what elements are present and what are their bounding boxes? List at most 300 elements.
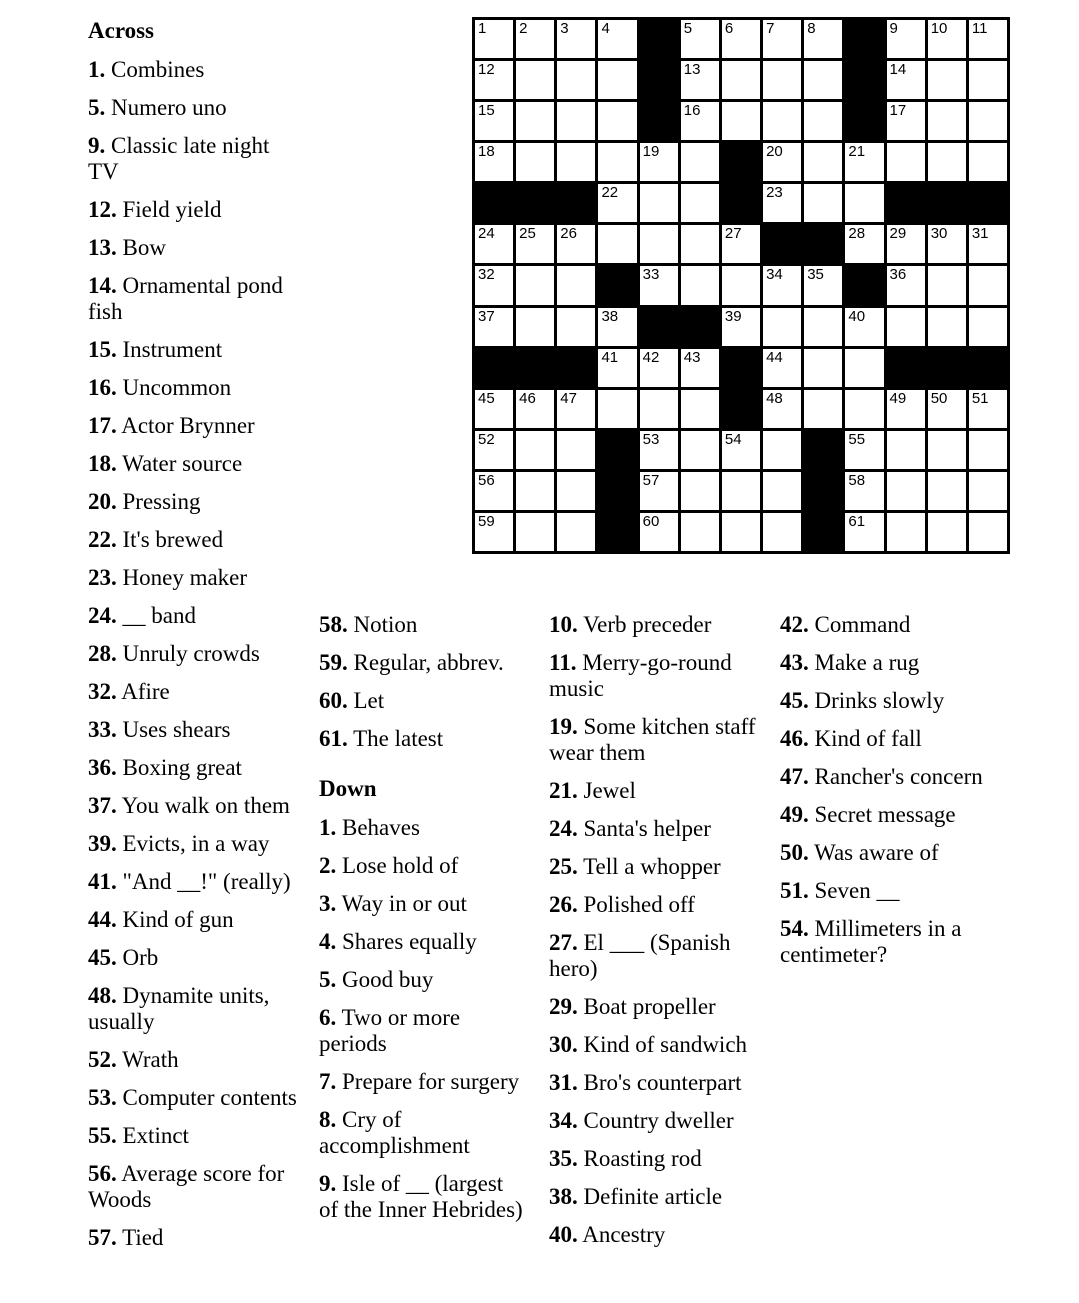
clue-text: Ancestry (582, 1222, 666, 1247)
clue-item (780, 878, 995, 904)
white-cell[interactable] (969, 61, 1007, 99)
black-cell (845, 102, 883, 140)
clue-number: 25. (549, 854, 578, 879)
white-cell[interactable] (516, 61, 554, 99)
white-cell[interactable] (763, 431, 801, 469)
cell-number: 2 (519, 20, 528, 37)
black-cell (804, 225, 842, 263)
white-cell[interactable] (681, 390, 719, 428)
white-cell[interactable] (516, 20, 554, 58)
white-cell[interactable] (887, 390, 925, 428)
white-cell[interactable] (475, 20, 513, 58)
white-cell[interactable] (887, 20, 925, 58)
black-cell (598, 266, 636, 304)
white-cell[interactable] (763, 390, 801, 428)
white-cell[interactable] (969, 102, 1007, 140)
white-cell[interactable] (969, 143, 1007, 181)
clue-text: Prepare for surgery (342, 1069, 520, 1094)
black-cell (969, 349, 1007, 387)
white-cell[interactable] (640, 184, 678, 222)
black-cell (557, 349, 595, 387)
clue-number: 37. (88, 793, 117, 818)
clue-number: 30. (549, 1032, 578, 1057)
clue-text: Secret message (814, 802, 956, 827)
across-heading: Across (88, 18, 155, 43)
white-cell[interactable] (969, 472, 1007, 510)
black-cell (887, 184, 925, 222)
white-cell[interactable] (763, 61, 801, 99)
white-cell[interactable] (928, 308, 966, 346)
clue-text: Kind of sandwich (583, 1032, 748, 1057)
clue-text: Way in or out (341, 891, 467, 916)
black-cell (598, 472, 636, 510)
white-cell[interactable] (516, 225, 554, 263)
clue-item (549, 1032, 769, 1058)
clue-item (549, 854, 769, 880)
clue-number: 1. (88, 57, 106, 82)
clue-text: Regular, abbrev. (353, 650, 504, 675)
white-cell[interactable] (722, 472, 760, 510)
white-cell[interactable] (928, 431, 966, 469)
clue-text: Was aware of (814, 840, 939, 865)
cell-number: 51 (971, 389, 989, 407)
clue-text: Water source (122, 451, 243, 476)
white-cell[interactable] (640, 390, 678, 428)
clue-number: 28. (88, 641, 117, 666)
clue-number: 32. (88, 679, 117, 704)
white-cell[interactable] (681, 472, 719, 510)
white-cell[interactable] (887, 61, 925, 99)
white-cell[interactable] (722, 308, 760, 346)
white-cell[interactable] (681, 61, 719, 99)
white-cell[interactable] (845, 431, 883, 469)
white-cell[interactable] (804, 390, 842, 428)
white-cell[interactable] (969, 20, 1007, 58)
white-cell[interactable] (763, 102, 801, 140)
white-cell[interactable] (475, 308, 513, 346)
white-cell[interactable] (845, 184, 883, 222)
clue-column-2 (319, 612, 527, 1235)
white-cell[interactable] (475, 472, 513, 510)
clue-text: Isle of __ (largest of the Inner Hebrides) (319, 1171, 523, 1222)
clue-item (88, 527, 303, 553)
black-cell (969, 184, 1007, 222)
clue-item (780, 916, 995, 968)
white-cell[interactable] (681, 20, 719, 58)
white-cell[interactable] (640, 266, 678, 304)
white-cell[interactable] (681, 431, 719, 469)
white-cell[interactable] (557, 61, 595, 99)
white-cell[interactable] (887, 472, 925, 510)
white-cell[interactable] (516, 472, 554, 510)
white-cell[interactable] (598, 61, 636, 99)
white-cell[interactable] (845, 390, 883, 428)
white-cell[interactable] (475, 513, 513, 551)
white-cell[interactable] (475, 61, 513, 99)
cell-number: 55 (848, 430, 866, 448)
clue-number: 10. (549, 612, 578, 637)
white-cell[interactable] (557, 225, 595, 263)
clue-item (88, 273, 303, 325)
white-cell[interactable] (681, 513, 719, 551)
black-cell (804, 431, 842, 469)
clue-item (780, 650, 995, 676)
cell-number: 54 (724, 430, 742, 448)
cell-number: 50 (930, 389, 948, 407)
white-cell[interactable] (804, 61, 842, 99)
white-cell[interactable] (763, 308, 801, 346)
white-cell[interactable] (804, 20, 842, 58)
clue-item (319, 1069, 527, 1095)
white-cell[interactable] (557, 472, 595, 510)
clue-item (88, 603, 303, 629)
clue-text: Command (814, 612, 911, 637)
white-cell[interactable] (475, 143, 513, 181)
clue-item (549, 714, 769, 766)
white-cell[interactable] (557, 143, 595, 181)
white-cell[interactable] (598, 308, 636, 346)
clue-number: 41. (88, 869, 117, 894)
white-cell[interactable] (763, 266, 801, 304)
black-cell (928, 349, 966, 387)
white-cell[interactable] (557, 390, 595, 428)
clue-item (549, 816, 769, 842)
cell-number: 15 (478, 102, 495, 120)
cell-number: 22 (601, 184, 619, 202)
white-cell[interactable] (516, 266, 554, 304)
clue-item (319, 929, 527, 955)
cell-number: 8 (807, 20, 816, 37)
white-cell[interactable] (598, 349, 636, 387)
clue-number: 44. (88, 907, 117, 932)
clue-item (88, 57, 303, 83)
white-cell[interactable] (804, 349, 842, 387)
white-cell[interactable] (969, 513, 1007, 551)
black-cell (681, 308, 719, 346)
clue-text: Rancher's concern (814, 764, 983, 789)
white-cell[interactable] (763, 184, 801, 222)
clue-text: Kind of gun (122, 907, 234, 932)
cell-number: 10 (930, 20, 948, 37)
cell-number: 43 (683, 348, 701, 366)
white-cell[interactable] (640, 349, 678, 387)
clue-text: Kind of fall (814, 726, 922, 751)
clue-item (319, 1171, 527, 1223)
clue-text: Pressing (122, 489, 201, 514)
white-cell[interactable] (969, 390, 1007, 428)
white-cell[interactable] (845, 225, 883, 263)
clue-text: Afire (121, 679, 170, 704)
clue-number: 5. (88, 95, 106, 120)
clue-number: 48. (88, 983, 117, 1008)
clue-text: You walk on them (121, 793, 290, 818)
clue-number: 55. (88, 1123, 117, 1148)
white-cell[interactable] (763, 513, 801, 551)
clue-item (319, 1005, 527, 1057)
white-cell[interactable] (681, 102, 719, 140)
white-cell[interactable] (763, 472, 801, 510)
white-cell[interactable] (681, 266, 719, 304)
white-cell[interactable] (640, 143, 678, 181)
clue-item (319, 891, 527, 917)
white-cell[interactable] (763, 349, 801, 387)
white-cell[interactable] (928, 513, 966, 551)
white-cell[interactable] (928, 225, 966, 263)
cell-number: 12 (478, 61, 495, 79)
white-cell[interactable] (722, 61, 760, 99)
white-cell[interactable] (722, 102, 760, 140)
clue-item (88, 755, 303, 781)
clue-item (780, 726, 995, 752)
clue-number: 31. (549, 1070, 578, 1095)
clue-text: Behaves (342, 815, 420, 840)
white-cell[interactable] (722, 225, 760, 263)
cell-number: 7 (766, 20, 775, 37)
clue-number: 27. (549, 930, 578, 955)
white-cell[interactable] (640, 431, 678, 469)
clue-text: Jewel (583, 778, 636, 803)
white-cell[interactable] (722, 513, 760, 551)
cell-number: 47 (560, 389, 577, 407)
white-cell[interactable] (598, 20, 636, 58)
clue-item (88, 1123, 303, 1149)
clue-number: 57. (88, 1225, 117, 1250)
clue-text: Notion (353, 612, 418, 637)
clue-item (88, 945, 303, 971)
clue-number: 14. (88, 273, 117, 298)
clue-item (88, 337, 303, 363)
cell-number: 57 (642, 471, 660, 489)
clue-item (549, 1146, 769, 1172)
white-cell[interactable] (887, 308, 925, 346)
white-cell[interactable] (845, 472, 883, 510)
clue-number: 29. (549, 994, 578, 1019)
white-cell[interactable] (557, 266, 595, 304)
clue-number: 56. (88, 1161, 117, 1186)
clue-text: Shares equally (342, 929, 477, 954)
white-cell[interactable] (969, 266, 1007, 304)
cell-number: 27 (724, 225, 742, 243)
clue-text: Let (353, 688, 385, 713)
clue-text: Dynamite units, usually (88, 983, 270, 1034)
cell-number: 14 (889, 61, 907, 79)
cell-number: 53 (642, 430, 660, 448)
clue-text: Actor Brynner (121, 413, 255, 438)
clue-text: El ___ (Spanish hero) (549, 930, 731, 981)
white-cell[interactable] (887, 266, 925, 304)
white-cell[interactable] (804, 143, 842, 181)
white-cell[interactable] (516, 102, 554, 140)
clue-number: 50. (780, 840, 809, 865)
cell-number: 61 (848, 512, 866, 530)
clue-text: Computer contents (122, 1085, 297, 1110)
white-cell[interactable] (557, 513, 595, 551)
white-cell[interactable] (681, 184, 719, 222)
cell-number: 26 (560, 225, 577, 243)
white-cell[interactable] (928, 20, 966, 58)
clue-number: 21. (549, 778, 578, 803)
clue-item (88, 1161, 303, 1213)
white-cell[interactable] (516, 390, 554, 428)
clue-number: 7. (319, 1069, 337, 1094)
clue-number: 45. (88, 945, 117, 970)
white-cell[interactable] (887, 102, 925, 140)
white-cell[interactable] (845, 349, 883, 387)
cell-number: 58 (848, 471, 866, 489)
white-cell[interactable] (928, 143, 966, 181)
cell-number: 35 (807, 266, 824, 284)
white-cell[interactable] (887, 431, 925, 469)
white-cell[interactable] (598, 102, 636, 140)
clue-number: 3. (319, 891, 337, 916)
white-cell[interactable] (763, 20, 801, 58)
crossword-grid (472, 17, 1010, 554)
white-cell[interactable] (598, 225, 636, 263)
cell-number: 39 (724, 307, 742, 325)
white-cell[interactable] (928, 61, 966, 99)
white-cell[interactable] (722, 266, 760, 304)
down-heading: Down (319, 776, 377, 801)
clue-text: Merry-go-round music (549, 650, 732, 701)
white-cell[interactable] (557, 20, 595, 58)
white-cell[interactable] (928, 266, 966, 304)
black-cell (640, 20, 678, 58)
white-cell[interactable] (598, 390, 636, 428)
cell-number: 45 (478, 389, 495, 407)
clue-number: 61. (319, 726, 348, 751)
clue-text: Extinct (122, 1123, 189, 1148)
clue-text: Combines (111, 57, 205, 82)
white-cell[interactable] (969, 431, 1007, 469)
clue-item (319, 688, 527, 714)
cell-number: 6 (724, 20, 734, 37)
clue-text: Orb (122, 945, 159, 970)
clue-number: 47. (780, 764, 809, 789)
white-cell[interactable] (475, 102, 513, 140)
white-cell[interactable] (804, 102, 842, 140)
cell-number: 3 (560, 20, 569, 37)
white-cell[interactable] (557, 431, 595, 469)
clue-number: 40. (549, 1222, 578, 1247)
clue-item (88, 197, 303, 223)
black-cell (804, 513, 842, 551)
clue-number: 43. (780, 650, 809, 675)
clue-number: 23. (88, 565, 117, 590)
white-cell[interactable] (640, 513, 678, 551)
white-cell[interactable] (598, 184, 636, 222)
white-cell[interactable] (516, 431, 554, 469)
white-cell[interactable] (475, 390, 513, 428)
white-cell[interactable] (887, 143, 925, 181)
cell-number: 17 (889, 102, 907, 120)
white-cell[interactable] (763, 143, 801, 181)
white-cell[interactable] (928, 102, 966, 140)
clue-number: 26. (549, 892, 578, 917)
white-cell[interactable] (598, 143, 636, 181)
cell-number: 20 (766, 143, 783, 161)
cell-number: 11 (971, 20, 988, 37)
black-cell (722, 390, 760, 428)
clue-item (319, 650, 527, 676)
clue-item (780, 840, 995, 866)
cell-number: 18 (478, 143, 495, 161)
clue-text: Ornamental pond fish (88, 273, 283, 324)
white-cell[interactable] (845, 143, 883, 181)
white-cell[interactable] (516, 308, 554, 346)
clue-item (88, 869, 303, 895)
white-cell[interactable] (557, 102, 595, 140)
white-cell[interactable] (640, 472, 678, 510)
white-cell[interactable] (681, 349, 719, 387)
white-cell[interactable] (475, 225, 513, 263)
cell-number: 16 (683, 102, 701, 120)
clue-number: 22. (88, 527, 117, 552)
cell-number: 30 (930, 225, 948, 243)
clue-text: Uncommon (122, 375, 232, 400)
cell-number: 29 (889, 225, 907, 243)
black-cell (640, 61, 678, 99)
clue-item (549, 650, 769, 702)
black-cell (516, 184, 554, 222)
white-cell[interactable] (804, 308, 842, 346)
cell-number: 25 (519, 225, 536, 243)
white-cell[interactable] (722, 20, 760, 58)
white-cell[interactable] (516, 143, 554, 181)
clue-item (88, 983, 303, 1035)
white-cell[interactable] (928, 390, 966, 428)
white-cell[interactable] (887, 225, 925, 263)
clue-item (88, 375, 303, 401)
white-cell[interactable] (804, 184, 842, 222)
clue-item (780, 612, 995, 638)
white-cell[interactable] (516, 513, 554, 551)
white-cell[interactable] (887, 513, 925, 551)
clue-number: 6. (319, 1005, 337, 1030)
clue-number: 15. (88, 337, 117, 362)
cell-number: 48 (766, 389, 783, 407)
clue-number: 24. (549, 816, 578, 841)
clue-number: 20. (88, 489, 117, 514)
clue-number: 11. (549, 650, 577, 675)
clue-item (319, 726, 527, 752)
clue-item (88, 565, 303, 591)
white-cell[interactable] (845, 308, 883, 346)
white-cell[interactable] (928, 472, 966, 510)
white-cell[interactable] (845, 513, 883, 551)
clue-item (88, 717, 303, 743)
clue-item (549, 892, 769, 918)
white-cell[interactable] (804, 266, 842, 304)
clue-number: 33. (88, 717, 117, 742)
white-cell[interactable] (681, 143, 719, 181)
white-cell[interactable] (475, 266, 513, 304)
white-cell[interactable] (640, 225, 678, 263)
clue-item (88, 907, 303, 933)
clue-number: 17. (88, 413, 117, 438)
clue-number: 9. (88, 133, 106, 158)
clue-item (88, 489, 303, 515)
white-cell[interactable] (557, 308, 595, 346)
clue-item (319, 853, 527, 879)
black-cell (640, 102, 678, 140)
white-cell[interactable] (475, 431, 513, 469)
clue-text: Instrument (122, 337, 223, 362)
white-cell[interactable] (969, 225, 1007, 263)
black-cell (722, 143, 760, 181)
white-cell[interactable] (722, 431, 760, 469)
white-cell[interactable] (681, 225, 719, 263)
white-cell[interactable] (969, 308, 1007, 346)
